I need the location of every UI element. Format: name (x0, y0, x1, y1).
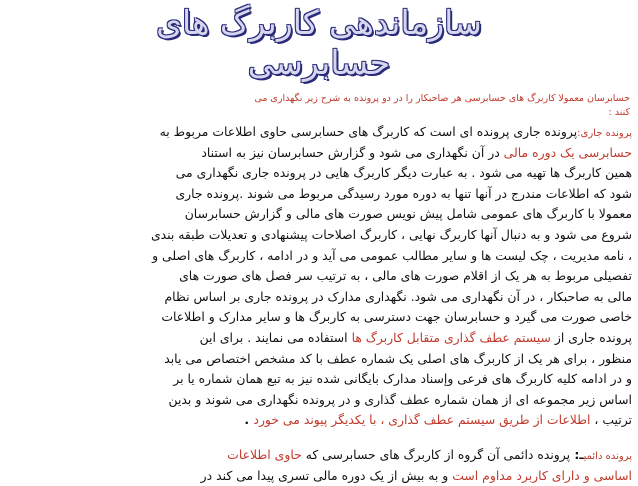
body-line: همین کاربرگ ها تهیه می شود . به عبارت دیگر کاربرگ هایی در پرونده جاری نگهداری می (4, 163, 632, 184)
body-line (4, 445, 632, 466)
body-line: اساس زیر مجموعه ای از همان شماره عطف گذاری و در پرونده نگهداری می شوند و بدین (4, 390, 632, 411)
body-text-span: . (244, 412, 253, 427)
intro-line-2: کنند : (8, 106, 630, 119)
slide-title-line-1: سازماندهی کاربرگ های (0, 4, 638, 42)
label-colon: ـ: (570, 447, 584, 462)
highlight-text: حاوی اطلاعات (227, 447, 302, 462)
body-line (4, 466, 632, 486)
body-line: منظور ، برای هر یک از کاربرگ های اصلی یک شماره عطف با کد مشخص اختصاص می یابد (4, 349, 632, 370)
body-text-span: پرونده جاری پرونده ای است که کاربرگ های حسابرسی حاوی اطلاعات مربوط به (160, 124, 578, 139)
body-line: شروع می شود و به دنبال آنها کاربرگ نهایی ، کاربرگ اصلاحات پیشنهادی و تعدیلات طبقه بندی (4, 225, 632, 246)
body-text-span: پرونده جاری از (551, 330, 632, 345)
body-line: و در ادامه کلیه کاربرگ های فرعی وإسناد مدارک بایگانی شده نیز به تبع همان شماره یا بر (4, 369, 632, 390)
body-text-span: استفاده می نمایند . برای این (200, 330, 352, 345)
highlight-text: اساسی و دارای کاربرد مداوم است (452, 468, 632, 483)
current-file-label: پرونده جاری: (577, 128, 632, 139)
body-line: تفصیلی مربوط به هر یک از اقلام صورت های مالی ، به ترتیب سر فصل های صورت های (4, 266, 632, 287)
permanent-file-label: پرونده دائمی (584, 451, 632, 462)
highlight-text: حسابرسی یک دوره مالی (504, 145, 632, 160)
body-line: خاصی صورت می گیرد و حسابرسان جهت دسترسی به کاربرگ ها و سایر مدارک و اطلاعات (4, 307, 632, 328)
section-gap (4, 431, 632, 445)
body-line (4, 122, 632, 143)
intro-line-1: حسابرسان معمولا کاربرگ های حسابرسی هر صاحبکار را در دو پرونده به شرح زیر نگهداری می (8, 92, 630, 105)
body-line (4, 410, 632, 431)
body-text-span: در آن نگهداری می شود و گزارش حسابرسان نیز به استناد (201, 145, 503, 160)
body-text-span: پرونده دائمی آن گروه از کاربرگ های حسابرسی که (302, 447, 570, 462)
body-line (4, 143, 632, 164)
body-text-span: ترتیب ، (590, 412, 632, 427)
body-line: ، نامه مدیریت ، چک لیست ها و سایر مطالب عمومی می آید و در ادامه ، کاربرگ های اصلی و (4, 246, 632, 267)
body-line (4, 328, 632, 349)
body-text (4, 122, 632, 486)
highlight-text: سیستم عطف گذاری متقابل کاربرگ ها (352, 330, 551, 345)
body-line: معمولا با کاربرگ های عمومی شامل پیش نویس صورت های مالی و گزارش حسابرسان (4, 204, 632, 225)
highlight-text: اطلاعات از طریق سیستم عطف گذاری ، با یکدیگر پیوند می خورد (253, 412, 590, 427)
body-line: شود که اطلاعات مندرج در آنها تنها به دوره مورد رسیدگی مربوط می شوند .پرونده جاری (4, 184, 632, 205)
slide-title-line-2: حسابرسی (0, 44, 638, 82)
body-text-span: و به بیش از یک دوره مالی تسری پیدا می کند در (201, 468, 453, 483)
body-line: مالی به صاحبکار ، در آن نگهداری می شود. نگهداری مدارک در پرونده جاری بر اساس نظام (4, 287, 632, 308)
